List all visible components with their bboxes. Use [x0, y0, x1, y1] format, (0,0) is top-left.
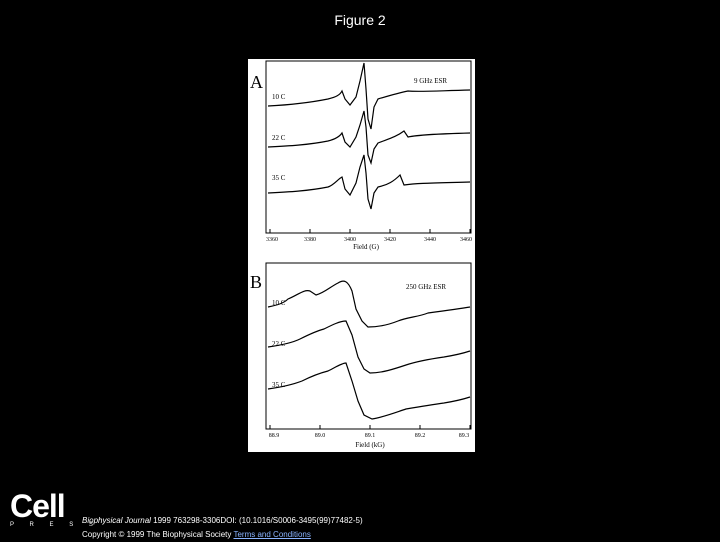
copyright-text: Copyright © 1999 The Biophysical Society — [82, 530, 234, 539]
citation-line — [82, 514, 363, 528]
panel-a-tick-6: 3460 — [460, 237, 472, 243]
panel-a-trace-label-3: 35 C — [272, 174, 286, 182]
panel-b-trace-label-1: 10 C — [272, 299, 286, 307]
terms-link[interactable]: Terms and Conditions — [233, 530, 311, 539]
panel-b-letter: B — [250, 272, 263, 292]
panel-a-tick-3: 3400 — [344, 237, 356, 243]
panel-b-annotation: 250 GHz ESR — [406, 283, 447, 291]
panel-b-xlabel: Field (kG) — [355, 441, 385, 449]
panel-b-tick-5: 89.3 — [458, 433, 470, 439]
panel-a-trace-10c — [268, 63, 470, 129]
panel-b-tick-3: 89.1 — [364, 433, 376, 439]
panel-b-trace-35c — [268, 363, 470, 419]
panel-a-tick-4: 3420 — [384, 237, 396, 243]
panel-b-tick-4: 89.2 — [414, 433, 426, 439]
panel-a-tick-5: 3440 — [424, 237, 436, 243]
panel-b-trace-22c — [268, 321, 470, 373]
esr-spectra-figure — [248, 59, 475, 452]
panel-b-tick-1: 88.9 — [268, 433, 280, 439]
logo-press-text: P R E S S — [10, 522, 100, 528]
panel-a-ticks — [270, 229, 470, 233]
citation-ref: 1999 763298-3306DOI: (10.1016/S0006-3495(99)77482-5) — [150, 516, 363, 525]
panel-a-trace-22c — [268, 111, 470, 163]
slide-title: Figure 2 — [334, 12, 386, 28]
panel-a-tick-1: 3360 — [266, 237, 278, 243]
citation-block — [82, 514, 363, 542]
panel-a-trace-35c — [268, 155, 470, 209]
panel-a-tick-2: 3380 — [304, 237, 316, 243]
panel-a-annotation: 9 GHz ESR — [414, 77, 448, 85]
figure-image — [248, 59, 475, 452]
panel-b-trace-label-3: 35 C — [272, 381, 286, 389]
panel-a-xlabel: Field (G) — [353, 243, 379, 251]
panel-a-trace-label-1: 10 C — [272, 93, 286, 101]
logo-wordmark: Cell — [10, 488, 65, 524]
panel-a-frame — [266, 61, 471, 233]
panel-b-ticks — [270, 425, 470, 429]
panel-b-trace-label-2: 22 C — [272, 340, 286, 348]
panel-a-letter: A — [250, 72, 263, 92]
panel-a-trace-label-2: 22 C — [272, 134, 286, 142]
panel-b-tick-2: 89.0 — [314, 433, 326, 439]
journal-name: Biophysical Journal — [82, 516, 151, 525]
